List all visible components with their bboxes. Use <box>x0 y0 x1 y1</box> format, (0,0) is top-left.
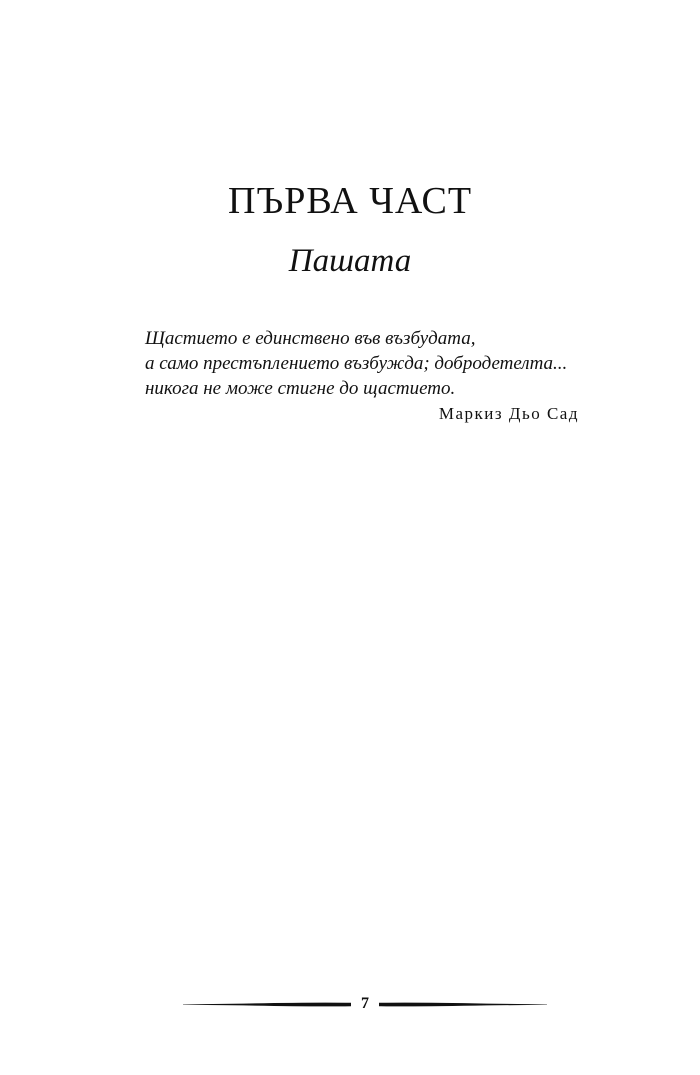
part-subtitle: Пашата <box>288 243 412 279</box>
epigraph <box>145 326 585 426</box>
part-title: ПЪРВА ЧАСТ <box>227 180 473 222</box>
page-number: 7 <box>361 995 369 1012</box>
epigraph-line: а само престъплението възбужда; добродетелта... <box>145 353 568 374</box>
page-footer <box>183 990 547 1020</box>
epigraph-line: никога не може стигне до щастието. <box>145 378 456 399</box>
epigraph-author: Маркиз Дьо Сад <box>438 404 579 423</box>
epigraph-line: Щастието е единствено във възбудата, <box>145 328 476 349</box>
